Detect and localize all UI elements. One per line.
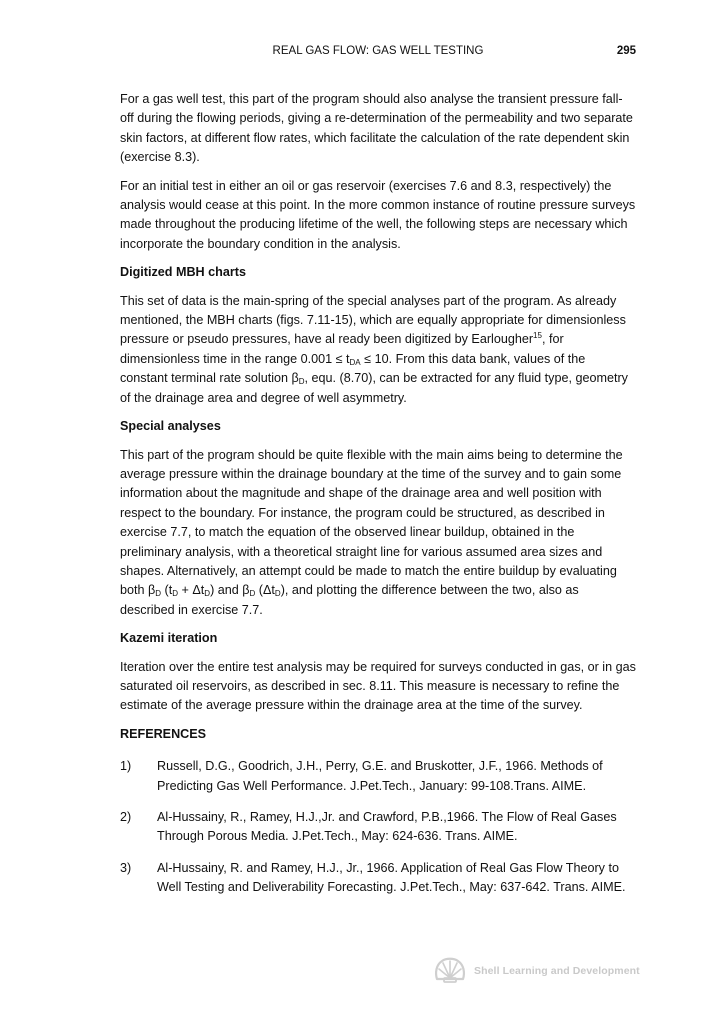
references-heading: REFERENCES — [120, 726, 207, 741]
shell-logo-icon — [433, 957, 467, 985]
footer-brand — [433, 957, 643, 985]
section-heading-kazemi-iteration: Kazemi iteration — [120, 631, 218, 646]
paragraph-special-analyses: This part of the program should be quite flexible with the main aims being to determine the average pressure within the drainage boundary at the time of the survey and to gain some information about the magnitude and shape of the drainage area and well position with respect to the boundary. For instance, the program could be structured, as described in exercise 7.7, to match the equation of the observed linear buildup, obtained in the preliminary analysis, with a theoretical straight line for various assumed area sizes and shapes. Alternatively, an attempt could be made to match the entire buildup by evaluating both $\beta_D$ $(t_D + \Delta t_D)$ and $\beta_D$ $(\Delta t_D)$, and plotting the difference between the two, also as described in exercise 7.7. — [120, 447, 623, 617]
running-title: REAL GAS FLOW: GAS WELL TESTING — [272, 45, 484, 57]
paragraph-kazemi: Iteration over the entire test analysis may be required for surveys conducted in gas, or in gas saturated oil reservoirs, as described in sec. 8.11. This measure is necessary to refine the estimate of the average pressure within the drainage area at the time of the survey. — [120, 659, 636, 713]
running-header — [120, 45, 636, 61]
page-number: 295 — [616, 45, 636, 57]
reference-text: Al-Hussainy, R., Ramey, H.J.,Jr. and Crawford, P.B.,1966. The Flow of Real Gases Through Porous Media. J.Pet.Tech., May: 624-636. Trans. AIME. — [157, 810, 617, 844]
paragraph-flow-analysis: For a gas well test, this part of the program should also analyse the transient pressure fall-off during the flowing periods, giving a re-determination of the permeability and two separate skin factors, at different flow rates, which facilitate the calculation of the rate dependent skin (exercise 8.3). — [120, 92, 633, 165]
reference-item — [120, 859, 636, 898]
reference-number: 2) — [120, 810, 132, 824]
reference-item — [120, 757, 636, 796]
brand-text: Shell Learning and Development — [474, 965, 640, 977]
section-heading-special-analyses: Special analyses — [120, 419, 221, 434]
paragraph-initial-test: For an initial test in either an oil or gas reservoir (exercises 7.6 and 8.3, respectively) the analysis would cease at this point. In the more common instance of routine pressure surveys made throughout the producing lifetime of the well, the following steps are necessary which incorporate the boundary condition in the analysis. — [120, 178, 636, 251]
reference-item — [120, 808, 636, 847]
reference-text: Al-Hussainy, R. and Ramey, H.J., Jr., 1966. Application of Real Gas Flow Theory to Well Testing and Deliverability Forecasting. J.Pet.Tech., May: 637-642. Trans. AIME. — [157, 860, 626, 895]
reference-number: 3) — [120, 860, 132, 875]
paragraph-mbh-charts: This set of data is the main-spring of the special analyses part of the program. As already mentioned, the MBH charts (figs. 7.11-15), which are equally appropriate for dimensionless pressure or pseudo pressures, have al ready been digitized by Earlougher$^{15}$, for dimensionless time in the range $0.001 \le t_{DA} \le 10$. From this data bank, values of the constant terminal rate solution $\beta_D$, equ. (8.70), can be extracted for any fluid type, geometry of the drainage area and degree of well asymmetry. — [120, 293, 628, 405]
section-heading-digitized-mbh: Digitized MBH charts — [120, 265, 246, 280]
reference-number: 1) — [120, 759, 132, 774]
reference-text: Russell, D.G., Goodrich, J.H., Perry, G.E. and Bruskotter, J.F., 1966. Methods of Predicting Gas Well Performance. J.Pet.Tech., January: 99-108.Trans. AIME. — [157, 759, 603, 793]
body-content — [120, 90, 636, 910]
